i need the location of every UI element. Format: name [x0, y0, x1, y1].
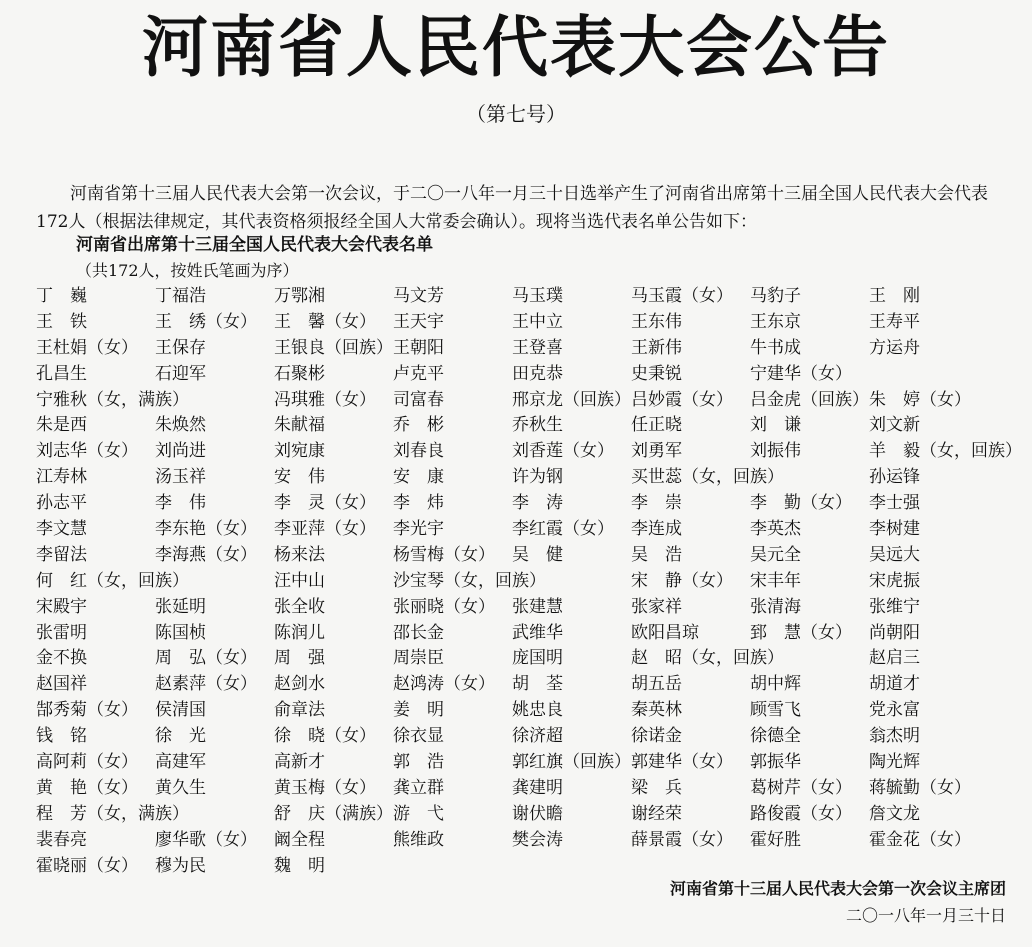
deputy-name: 王天宇 — [393, 311, 444, 332]
deputy-name: 方运舟 — [869, 337, 920, 358]
deputy-name — [512, 569, 631, 595]
deputy-name: 詹文龙 — [869, 803, 920, 824]
deputy-name: 王 绣（女） — [155, 311, 257, 332]
deputy-name: 丁 巍 — [36, 286, 87, 306]
deputy-name: 汤玉祥 — [155, 467, 206, 488]
deputy-name: 欧阳昌琼 — [631, 622, 699, 643]
deputy-name: 王 馨（女） — [274, 311, 376, 332]
deputy-name: 羊 毅（女，回族） — [869, 441, 1022, 462]
deputy-name: 张延明 — [155, 596, 206, 617]
deputy-name: 石迎军 — [155, 363, 206, 384]
deputy-name: 李光宇 — [393, 519, 444, 540]
deputy-name: 宋殿宇 — [36, 596, 87, 617]
deputy-name: 陈润儿 — [274, 622, 325, 643]
deputy-name: 王保存 — [155, 337, 206, 358]
deputy-name: 武维华 — [512, 622, 563, 643]
deputy-name: 高新才 — [274, 752, 325, 773]
deputy-name: 胡五岳 — [631, 674, 682, 695]
deputy-name: 王中立 — [512, 311, 563, 332]
deputy-name: 阚全程 — [274, 829, 325, 850]
deputy-name: 路俊霞（女） — [750, 803, 852, 824]
deputy-name: 姚忠良 — [512, 700, 563, 721]
deputy-name: 尚朝阳 — [869, 622, 920, 643]
deputy-name: 李红霞（女） — [512, 519, 614, 540]
deputy-name: 赵 昭（女，回族） — [631, 648, 784, 669]
deputy-name: 穆为民 — [155, 855, 206, 876]
deputy-name: 姜 明 — [393, 700, 444, 721]
deputy-name: 刘志华（女） — [36, 441, 138, 462]
deputy-name: 邢京龙（回族） — [512, 389, 631, 410]
deputy-name: 徐济超 — [512, 726, 563, 747]
deputy-name: 李海燕（女） — [155, 544, 257, 565]
deputy-name: 熊维政 — [393, 829, 444, 850]
deputy-name: 王朝阳 — [393, 337, 444, 358]
deputy-name: 杨雪梅（女） — [393, 544, 495, 565]
deputy-name: 丁福浩 — [155, 286, 206, 306]
deputy-name — [155, 388, 274, 414]
deputy-name: 安 伟 — [274, 467, 325, 488]
deputy-name: 买世蕊（女，回族） — [631, 467, 784, 488]
deputy-name: 万鄂湘 — [274, 286, 325, 306]
deputy-name: 游 弋 — [393, 803, 444, 824]
deputy-name: 马豹子 — [750, 286, 801, 306]
deputy-name: 许为钢 — [512, 467, 563, 488]
deputy-name: 徐衣显 — [393, 726, 444, 747]
deputy-name: 赵鸿涛（女） — [393, 674, 495, 695]
deputy-name: 冯琪雅（女） — [274, 389, 376, 410]
deputy-name: 任正晓 — [631, 415, 682, 436]
deputy-name: 金不换 — [36, 648, 87, 669]
deputy-name: 朱献福 — [274, 415, 325, 436]
deputy-name: 卢克平 — [393, 363, 444, 384]
deputy-name: 程 芳（女，满族） — [36, 803, 189, 824]
deputy-name: 魏 明 — [274, 855, 325, 876]
deputy-name: 宁雅秋（女，满族） — [36, 389, 189, 410]
deputy-name: 吴元全 — [750, 544, 801, 565]
deputy-name — [512, 854, 631, 880]
deputy-name: 侯清国 — [155, 700, 206, 721]
deputy-name: 朱焕然 — [155, 415, 206, 436]
deputy-name: 谢伏瞻 — [512, 803, 563, 824]
deputy-name: 龚立群 — [393, 777, 444, 798]
deputy-name: 宁建华（女） — [750, 363, 852, 384]
deputy-name: 薛景霞（女） — [631, 829, 733, 850]
footer-date: 二〇一八年一月三十日 — [845, 906, 1006, 925]
deputy-name: 李英杰 — [750, 519, 801, 540]
deputy-name: 马文芳 — [393, 286, 444, 306]
deputy-name: 孙志平 — [36, 493, 87, 514]
deputy-name: 江寿林 — [36, 467, 87, 488]
deputy-name: 张清海 — [750, 596, 801, 617]
deputy-name: 马玉璞 — [512, 286, 563, 306]
deputy-name — [155, 569, 274, 595]
deputy-name: 蒋毓勤（女） — [869, 777, 971, 798]
deputy-name: 胡中辉 — [750, 674, 801, 695]
deputy-name: 郭建华（女） — [631, 752, 733, 773]
deputy-name: 刘春良 — [393, 441, 444, 462]
deputy-name: 司富春 — [393, 389, 444, 410]
deputy-name: 李留法 — [36, 544, 87, 565]
deputy-name: 邵长金 — [393, 622, 444, 643]
deputy-name: 宋丰年 — [750, 570, 801, 591]
deputy-name: 廖华歌（女） — [155, 829, 257, 850]
deputy-name: 陈国桢 — [155, 622, 206, 643]
deputy-name: 汪中山 — [274, 570, 325, 591]
deputy-name: 宋 静（女） — [631, 570, 733, 591]
deputy-name: 李 涛 — [512, 493, 563, 514]
deputy-name: 乔秋生 — [512, 415, 563, 436]
list-note: （共172人，按姓氏笔画为序） — [76, 261, 299, 280]
deputy-name: 宋虎振 — [869, 570, 920, 591]
deputy-name: 秦英林 — [631, 700, 682, 721]
deputy-name: 黄久生 — [155, 777, 206, 798]
deputy-name: 何 红（女，回族） — [36, 570, 189, 591]
deputy-name: 郭 浩 — [393, 752, 444, 773]
deputy-name: 张丽晓（女） — [393, 596, 495, 617]
deputy-name: 吴 浩 — [631, 544, 682, 565]
deputy-name: 赵剑水 — [274, 674, 325, 695]
deputy-name: 马玉霞（女） — [631, 286, 733, 306]
deputy-name: 赵国祥 — [36, 674, 87, 695]
list-title: 河南省出席第十三届全国人民代表大会代表名单 — [76, 235, 433, 255]
deputy-name — [393, 854, 512, 880]
deputy-name: 刘香莲（女） — [512, 441, 614, 462]
deputy-name: 刘宛康 — [274, 441, 325, 462]
deputy-name: 李文慧 — [36, 519, 87, 540]
deputy-name: 葛树芹（女） — [750, 777, 852, 798]
deputy-name: 李 灵（女） — [274, 493, 376, 514]
deputy-name: 吴远大 — [869, 544, 920, 565]
deputy-name: 牛书成 — [750, 337, 801, 358]
deputy-name: 李 炜 — [393, 493, 444, 514]
deputy-name: 周 弘（女） — [155, 648, 257, 669]
deputy-name: 李连成 — [631, 519, 682, 540]
deputy-name: 郭红旗（回族） — [512, 752, 631, 773]
deputy-name: 舒 庆（满族） — [274, 803, 393, 824]
deputy-name: 乔 彬 — [393, 415, 444, 436]
deputy-name: 沙宝琴（女，回族） — [393, 570, 546, 591]
deputy-name: 李东艳（女） — [155, 519, 257, 540]
deputy-name: 王寿平 — [869, 311, 920, 332]
deputy-name: 张维宁 — [869, 596, 920, 617]
deputy-name: 郅 慧（女） — [750, 622, 852, 643]
deputy-name: 钱 铭 — [36, 726, 87, 747]
deputy-name: 朱是西 — [36, 415, 87, 436]
deputy-name-grid — [36, 284, 1026, 879]
deputy-name: 王 铁 — [36, 311, 87, 332]
deputy-name: 徐 光 — [155, 726, 206, 747]
deputy-name: 霍晓丽（女） — [36, 855, 138, 876]
deputy-name: 张建慧 — [512, 596, 563, 617]
deputy-name: 胡 荃 — [512, 674, 563, 695]
deputy-name: 徐德全 — [750, 726, 801, 747]
deputy-name: 刘勇军 — [631, 441, 682, 462]
deputy-name: 樊会涛 — [512, 829, 563, 850]
deputy-name: 党永富 — [869, 700, 920, 721]
deputy-name: 史秉锐 — [631, 363, 682, 384]
deputy-name: 王新伟 — [631, 337, 682, 358]
deputy-name: 陶光辉 — [869, 752, 920, 773]
deputy-name: 王登喜 — [512, 337, 563, 358]
deputy-name: 郜秀菊（女） — [36, 700, 138, 721]
deputy-name: 胡道才 — [869, 674, 920, 695]
deputy-name: 徐 晓（女） — [274, 726, 376, 747]
deputy-name: 李 勤（女） — [750, 493, 852, 514]
deputy-name: 李 伟 — [155, 493, 206, 514]
deputy-name: 朱 婷（女） — [869, 389, 971, 410]
deputy-name — [750, 465, 869, 491]
deputy-name: 顾雪飞 — [750, 700, 801, 721]
deputy-name: 张全收 — [274, 596, 325, 617]
deputy-name: 刘文新 — [869, 415, 920, 436]
deputy-name: 刘 谦 — [750, 415, 801, 436]
deputy-name: 李士强 — [869, 493, 920, 514]
deputy-name: 高阿莉（女） — [36, 752, 138, 773]
deputy-name: 孔昌生 — [36, 363, 87, 384]
deputy-name: 杨来法 — [274, 544, 325, 565]
deputy-name: 赵素萍（女） — [155, 674, 257, 695]
footer-organization: 河南省第十三届人民代表大会第一次会议主席团 — [669, 879, 1006, 898]
deputy-name: 黄 艳（女） — [36, 777, 138, 798]
deputy-name: 李树建 — [869, 519, 920, 540]
deputy-name: 王 刚 — [869, 286, 920, 306]
deputy-name: 田克恭 — [512, 363, 563, 384]
deputy-name: 高建军 — [155, 752, 206, 773]
deputy-name: 黄玉梅（女） — [274, 777, 376, 798]
deputy-name: 霍好胜 — [750, 829, 801, 850]
deputy-name: 石聚彬 — [274, 363, 325, 384]
announcement-title: 河南省人民代表大会公告 — [142, 9, 890, 86]
deputy-name: 李 崇 — [631, 493, 682, 514]
deputy-name — [155, 802, 274, 828]
deputy-name: 刘振伟 — [750, 441, 801, 462]
deputy-name: 吕金虎（回族） — [750, 389, 869, 410]
deputy-name — [869, 362, 1026, 388]
deputy-name: 周崇臣 — [393, 648, 444, 669]
deputy-name: 俞章法 — [274, 700, 325, 721]
deputy-name: 刘尚进 — [155, 441, 206, 462]
deputy-name: 孙运锋 — [869, 467, 920, 488]
deputy-name: 李亚萍（女） — [274, 519, 376, 540]
deputy-name: 吴 健 — [512, 544, 563, 565]
deputy-name: 徐诺金 — [631, 726, 682, 747]
intro-paragraph: 河南省第十三届人民代表大会第一次会议，于二〇一八年一月三十日选举产生了河南省出席第十三届全国人民代表大会代表172人（根据法律规定，其代表资格须报经全国人大常委会确认）。现将当选代表名单公告如下： — [36, 184, 988, 232]
deputy-name: 郭振华 — [750, 752, 801, 773]
deputy-name: 安 康 — [393, 467, 444, 488]
deputy-name: 王东京 — [750, 311, 801, 332]
announcement-number: （第七号） — [466, 102, 566, 126]
deputy-name: 谢经荣 — [631, 803, 682, 824]
deputy-name: 梁 兵 — [631, 777, 682, 798]
deputy-name — [750, 646, 869, 672]
deputy-name: 霍金花（女） — [869, 829, 971, 850]
deputy-name: 张家祥 — [631, 596, 682, 617]
deputy-name: 张雷明 — [36, 622, 87, 643]
deputy-name: 吕妙霞（女） — [631, 389, 733, 410]
deputy-name: 裴春亮 — [36, 829, 87, 850]
deputy-name: 赵启三 — [869, 648, 920, 669]
deputy-name: 王银良（回族） — [274, 337, 393, 358]
deputy-name: 龚建明 — [512, 777, 563, 798]
deputy-name: 周 强 — [274, 648, 325, 669]
deputy-name: 庞国明 — [512, 648, 563, 669]
deputy-name: 王杜娟（女） — [36, 337, 138, 358]
deputy-name: 翁杰明 — [869, 726, 920, 747]
deputy-name: 王东伟 — [631, 311, 682, 332]
